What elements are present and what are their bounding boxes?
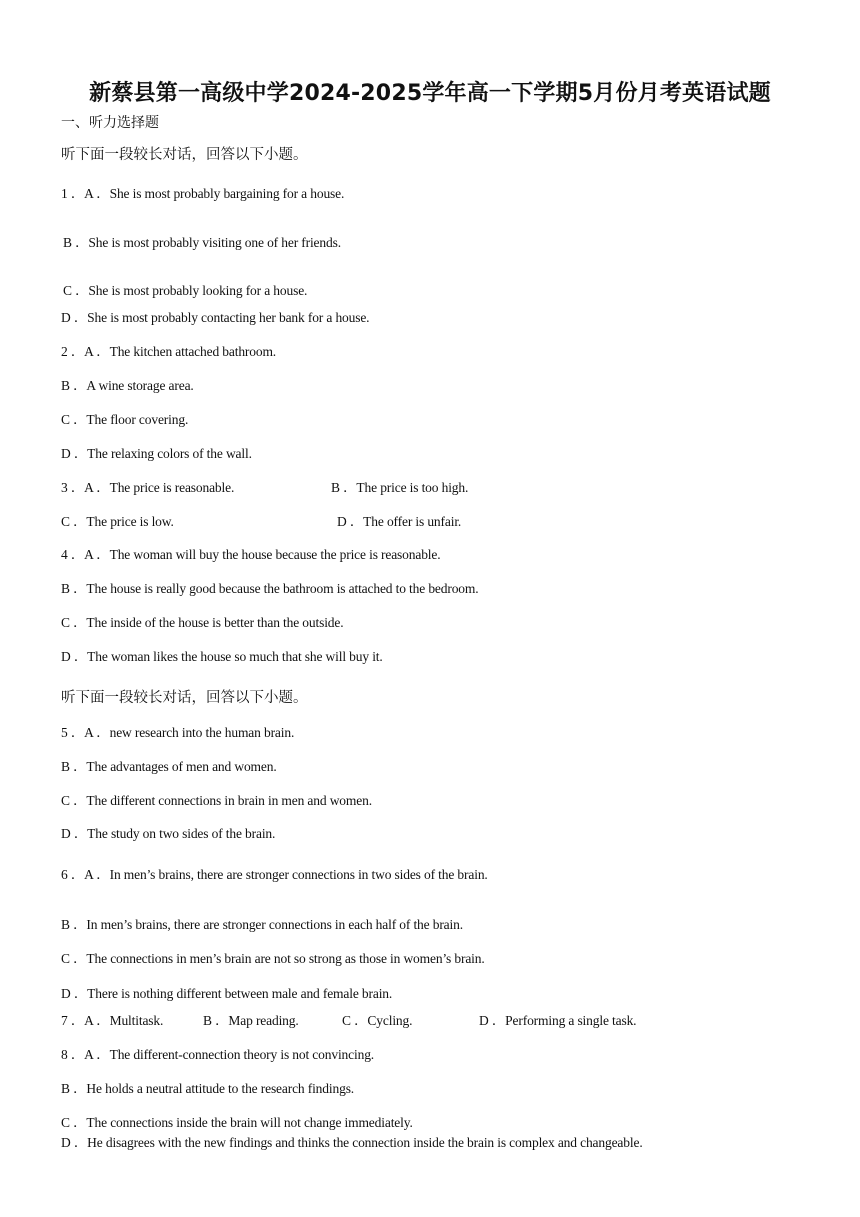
q8-option-c: C ．The connections inside the brain will not change immediately. (61, 1115, 413, 1130)
q1-option-a: 1 ．A ．She is most probably bargaining for a house. (61, 186, 345, 201)
q2-option-d: D ．The relaxing colors of the wall. (61, 446, 252, 461)
q4-option-a: 4 ．A ．The woman will buy the house because the price is reasonable. (61, 547, 441, 562)
q1-option-c: C ．She is most probably looking for a house. (63, 283, 308, 298)
instruction-2: 听下面一段较长对话，回答以下小题。 (61, 690, 308, 706)
q6-option-a: 6 ．A ．In men’s brains, there are stronger connections in two sides of the brain. (61, 867, 488, 882)
q7-option-d: D ．Performing a single task. (479, 1013, 637, 1028)
q5-option-d: D ．The study on two sides of the brain. (61, 826, 276, 841)
q3-option-d: D ．The offer is unfair. (337, 514, 462, 529)
q6-option-c: C ．The connections in men’s brain are not so strong as those in women’s brain. (61, 951, 485, 966)
q8-option-d: D ．He disagrees with the new findings and thinks the connection inside the brain is complex and changeable. (61, 1135, 643, 1150)
q5-option-c: C ．The different connections in brain in men and women. (61, 793, 372, 808)
q3-option-c: C ．The price is low. (61, 514, 174, 529)
q8-option-b: B ．He holds a neutral attitude to the research findings. (61, 1081, 355, 1096)
q6-option-d: D ．There is nothing different between male and female brain. (61, 986, 393, 1001)
q8-option-a: 8 ．A ．The different-connection theory is not convincing. (61, 1047, 375, 1062)
section-heading-listening: 一、听力选择题 (61, 115, 159, 131)
q5-option-b: B ．The advantages of men and women. (61, 759, 277, 774)
q4-option-b: B ．The house is really good because the bathroom is attached to the bedroom. (61, 581, 479, 596)
q4-option-c: C ．The inside of the house is better than the outside. (61, 615, 344, 630)
q2-option-a: 2 ．A ．The kitchen attached bathroom. (61, 344, 277, 359)
q3-option-b: B ．The price is too high. (331, 480, 469, 495)
q2-option-c: C ．The floor covering. (61, 412, 189, 427)
q6-option-b: B ．In men’s brains, there are stronger connections in each half of the brain. (61, 917, 463, 932)
q7-option-b: B ．Map reading. (203, 1013, 299, 1028)
instruction-1: 听下面一段较长对话，回答以下小题。 (61, 147, 308, 163)
q7-option-a: 7 ．A ．Multitask. (61, 1013, 164, 1028)
q3-option-a: 3 ．A ．The price is reasonable. (61, 480, 235, 495)
q5-option-a: 5 ．A ．new research into the human brain. (61, 725, 295, 740)
q1-option-d: D ．She is most probably contacting her bank for a house. (61, 310, 370, 325)
page-title: 新蔡县第一高级中学2024-2025学年高一下学期5月份月考英语试题 (89, 81, 771, 106)
q4-option-d: D ．The woman likes the house so much that she will buy it. (61, 649, 383, 664)
q7-option-c: C ．Cycling. (342, 1013, 413, 1028)
q2-option-b: B ．A wine storage area. (61, 378, 194, 393)
q1-option-b: B ．She is most probably visiting one of her friends. (63, 235, 341, 250)
